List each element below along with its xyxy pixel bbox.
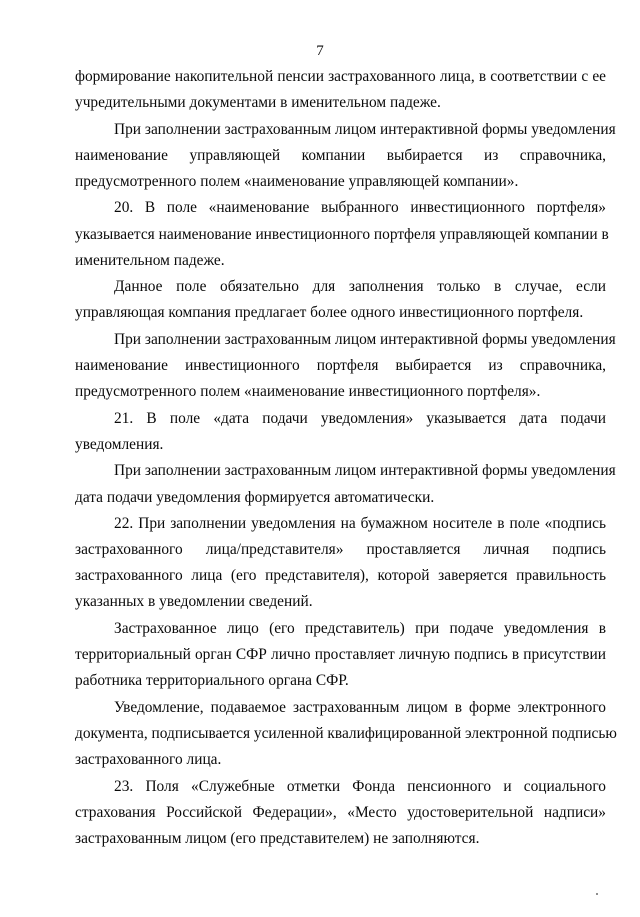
document-body [75, 64, 617, 852]
text-line: указывается наименование инвестиционного портфеля управляющей компании в [75, 225, 609, 243]
text-line: наименование управляющей компании выбирается из справочника, [75, 146, 606, 164]
text-line: управляющая компания предлагает более одного инвестиционного портфеля. [75, 304, 584, 322]
text-line: работника территориального органа СФР. [75, 672, 349, 690]
text-line: территориальный орган СФР лично проставляет личную подпись в присутствии [75, 646, 606, 664]
paragraph-first-line: 22. При заполнении уведомления на бумажном носителе в поле «подпись [114, 515, 606, 533]
paragraph-first-line: При заполнении застрахованным лицом интерактивной формы уведомления [114, 330, 616, 348]
text-line: застрахованного лица. [75, 750, 222, 768]
text-line: документа, подписывается усиленной квалифицированной электронной подписью [75, 724, 617, 742]
text-line: застрахованного лица/представителя» проставляется личная подпись [75, 541, 606, 559]
paragraph-first-line: Уведомление, подаваемое застрахованным лицом в форме электронного [114, 698, 606, 716]
paragraph-first-line: 20. В поле «наименование выбранного инвестиционного портфеля» [114, 199, 606, 217]
paragraph-first-line: При заполнении застрахованным лицом интерактивной формы уведомления [114, 120, 616, 138]
text-line: учредительными документами в именительном падеже. [75, 94, 441, 112]
text-line: формирование накопительной пенсии застрахованного лица, в соответствии с ее [75, 68, 606, 85]
text-line: застрахованного лица (его представителя), которой заверяется правильность [75, 567, 606, 585]
text-line: застрахованным лицом (его представителем) не заполняются. [75, 829, 480, 847]
scan-artifact [596, 893, 598, 895]
paragraph-first-line: 21. В поле «дата подачи уведомления» указывается дата подачи [114, 409, 606, 427]
text-line: уведомления. [75, 435, 164, 453]
text-line: предусмотренного полем «наименование управляющей компании». [75, 172, 519, 190]
paragraph-first-line: При заполнении застрахованным лицом интерактивной формы уведомления [114, 462, 616, 480]
text-line: дата подачи уведомления формируется автоматически. [75, 488, 435, 506]
page-number: 7 [316, 43, 324, 59]
paragraph-first-line: 23. Поля «Служебные отметки Фонда пенсионного и социального [114, 777, 606, 795]
paragraph-first-line: Застрахованное лицо (его представитель) при подаче уведомления в [114, 619, 606, 637]
text-line: предусмотренного полем «наименование инвестиционного портфеля». [75, 383, 541, 401]
paragraph-first-line: Данное поле обязательно для заполнения только в случае, если [114, 278, 606, 296]
text-line: страхования Российской Федерации», «Место удостоверительной надписи» [75, 803, 606, 821]
text-line: указанных в уведомлении сведений. [75, 593, 313, 611]
text-line: именительном падеже. [75, 251, 225, 269]
text-line: наименование инвестиционного портфеля выбирается из справочника, [75, 357, 606, 375]
